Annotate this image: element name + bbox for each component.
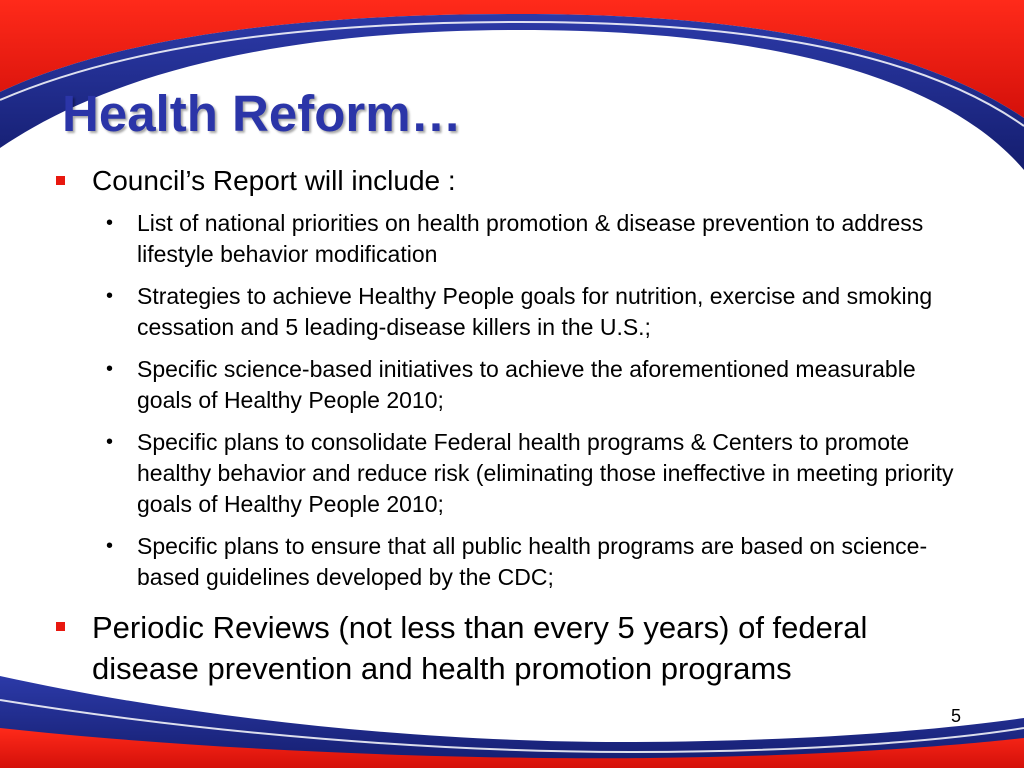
sub-bullet-list — [54, 208, 964, 593]
dot-bullet-icon: • — [106, 431, 114, 453]
sub-bullet-item — [54, 208, 964, 270]
page-number: 5 — [951, 706, 962, 726]
sub-bullet-text: List of national priorities on health promotion & disease prevention to address lifestyle behavior modification — [137, 210, 924, 267]
bullet-text: Council’s Report will include : — [92, 165, 456, 196]
sub-bullet-text: Specific science-based initiatives to achieve the aforementioned measurable goals of Healthy People 2010; — [137, 356, 916, 413]
sub-bullet-text: Specific plans to consolidate Federal health programs & Centers to promote healthy behavior and reduce risk (eliminating those ineffective in meeting priority goals of Healthy People 2010; — [137, 429, 954, 517]
bullet-councils-report — [54, 164, 964, 198]
dot-bullet-icon: • — [106, 212, 114, 234]
sub-bullet-text: Specific plans to ensure that all public health programs are based on science-based guidelines developed by the CDC; — [137, 533, 928, 590]
bullet-periodic-reviews — [54, 607, 964, 689]
sub-bullet-text: Strategies to achieve Healthy People goals for nutrition, exercise and smoking cessation and 5 leading-disease killers in the U.S.; — [137, 283, 933, 340]
bullet-text: Periodic Reviews (not less than every 5 years) of federal disease prevention and health promotion programs — [92, 610, 868, 686]
sub-bullet-item — [54, 281, 964, 343]
slide-body — [54, 164, 964, 689]
sub-bullet-item — [54, 531, 964, 593]
dot-bullet-icon: • — [106, 285, 114, 307]
sub-bullet-item — [54, 354, 964, 416]
dot-bullet-icon: • — [106, 535, 114, 557]
sub-bullet-item — [54, 427, 964, 520]
slide-title: Health Reform… — [62, 85, 462, 142]
square-bullet-icon — [56, 622, 65, 631]
square-bullet-icon — [56, 176, 65, 185]
dot-bullet-icon: • — [106, 358, 114, 380]
